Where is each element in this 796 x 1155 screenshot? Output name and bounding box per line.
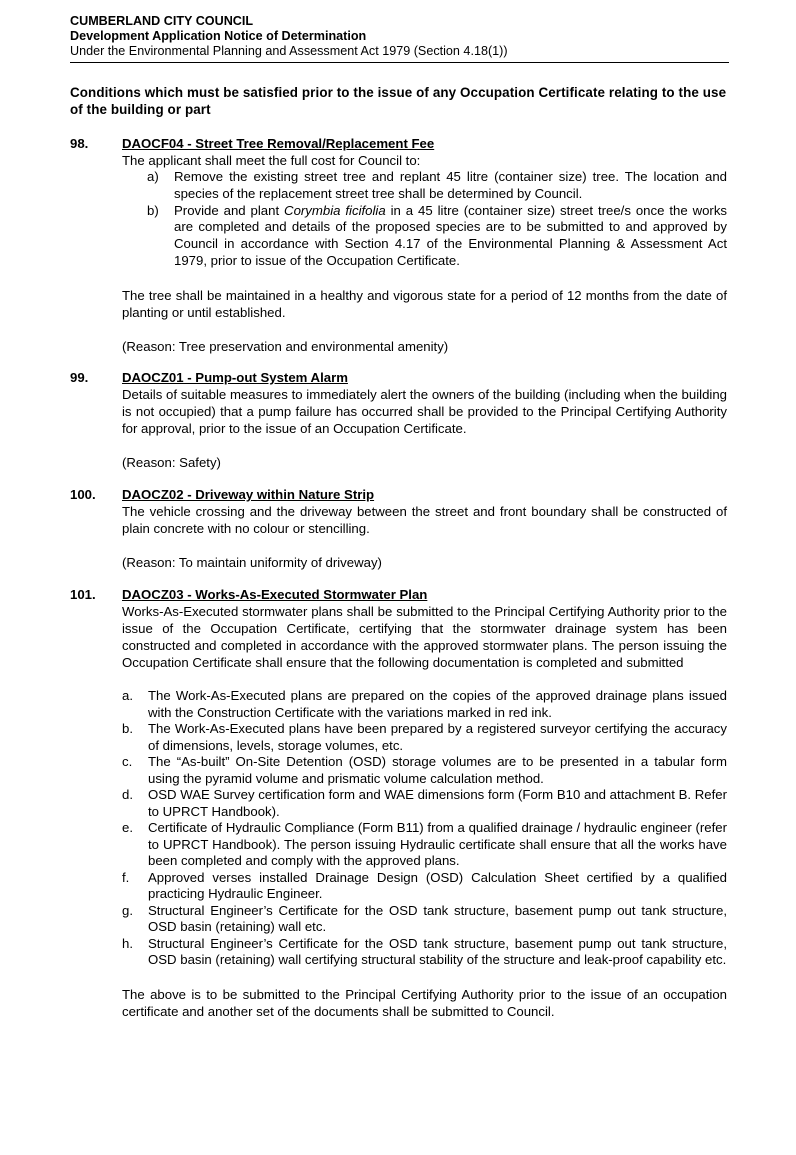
list-marker: d. [122,787,133,802]
list-text [174,203,727,270]
council-name: CUMBERLAND CITY COUNCIL [70,14,254,28]
list-item [122,203,727,270]
condition-paragraph: Works-As-Executed stormwater plans shall be submitted to the Principal Certifying Authority prior to the issue of the Occupation Certificate, certifying that the stormwater drainage system has been constructed and completed in accordance with the approved stormwater plans. The person issuing the Occupation Certificate shall ensure that the following documentation is completed and submitted [122,604,727,670]
condition-title: DAOCZ01 - Pump-out System Alarm [122,370,348,385]
list-marker: a) [147,169,159,184]
list-item [122,870,727,903]
list-text-part: Provide and plant [174,202,285,218]
condition-closing: The above is to be submitted to the Principal Certifying Authority prior to the issue of an occupation certificate and another set of the documents shall be submitted to Council. [122,986,727,1019]
list-text: Remove the existing street tree and replant 45 litre (container size) tree. The location and species of the replacement street tree shall be determined by Council. [174,169,727,201]
list-marker: a. [122,688,133,703]
list-marker: c. [122,754,133,769]
list-item [122,903,727,936]
condition-number: 99. [70,370,89,385]
list-item [122,688,727,721]
list-text: The “As-built” On-Site Detention (OSD) storage volumes are to be presented in a tabular form using the pyramid volume and prismatic volume calculation method. [148,754,727,786]
condition-paragraph: The vehicle crossing and the driveway between the street and front boundary shall be constructed of plain concrete with no colour or stencilling. [122,504,727,536]
condition-number: 101. [70,587,96,602]
list-marker: e. [122,820,133,835]
act-reference: Under the Environmental Planning and Assessment Act 1979 (Section 4.18(1)) [70,44,508,58]
list-item [122,787,727,820]
condition-reason: (Reason: Tree preservation and environmental amenity) [122,338,449,354]
list-text: Approved verses installed Drainage Design (OSD) Calculation Sheet certified by a qualified practicing Hydraulic Engineer. [148,869,727,901]
list-text: Structural Engineer’s Certificate for the OSD tank structure, basement pump out tank structure, OSD basin (retaining) wall etc. [148,902,727,934]
list-item [122,754,727,787]
condition-reason: (Reason: To maintain uniformity of driveway) [122,555,382,570]
condition-list [122,169,727,270]
section-heading: Conditions which must be satisfied prior to the issue of any Occupation Certificate relating to the use of the building or part [70,85,727,117]
list-text: The Work-As-Executed plans have been prepared by a registered surveyor certifying the accuracy of dimensions, levels, storage volumes, etc. [148,721,727,753]
header-divider [70,62,729,63]
condition-paragraph: The tree shall be maintained in a healthy and vigorous state for a period of 12 months from the date of planting or until established. [122,287,727,320]
species-name: Corymbia ficifolia [284,202,386,218]
condition-paragraph: Details of suitable measures to immediately alert the owners of the building (including when the building is not occupied) that a pump failure has occurred shall be provided to the Principal Certifying Authority for approval, prior to the issue of an Occupation Certificate. [122,387,727,436]
condition-number: 98. [70,136,89,151]
list-text: Certificate of Hydraulic Compliance (Form B11) from a qualified drainage / hydraulic engineer (refer to UPRCT Handbook). The person issuing Hydraulic certificate shall ensure that all the works have been completed and comply with the approved plans. [148,820,727,868]
documentation-list [122,688,727,969]
condition-number: 100. [70,487,96,502]
list-marker: f. [122,869,130,885]
list-text: The Work-As-Executed plans are prepared on the copies of the approved drainage plans issued with the Construction Certificate with the variations marked in red ink. [148,688,727,720]
list-marker: b) [147,202,159,218]
condition-intro: The applicant shall meet the full cost for Council to: [122,153,421,168]
condition-title: DAOCF04 - Street Tree Removal/Replacement Fee [122,136,435,151]
page-header [70,14,729,59]
list-item [122,936,727,969]
list-marker: b. [122,721,133,736]
list-marker: h. [122,935,133,951]
list-text: Structural Engineer’s Certificate for the OSD tank structure, basement pump out tank structure, OSD basin (retaining) wall certifying structural stability of the structure and leak-proof capability etc. [148,935,727,967]
condition-title: DAOCZ03 - Works-As-Executed Stormwater Plan [122,587,428,602]
list-text-part: in a 45 litre (container size) street tree/s once the works are completed and details of the proposed species are to be submitted to and approved by Council in accordance with Section 4.17 of the Environmental Planning & Assessment Act 1979, prior to issue of the Occupation Certificate. [174,202,728,268]
notice-title: Development Application Notice of Determination [70,29,367,43]
condition-title: DAOCZ02 - Driveway within Nature Strip [122,487,375,502]
list-item [122,721,727,754]
condition-reason: (Reason: Safety) [122,455,221,470]
list-marker: g. [122,902,133,918]
list-text: OSD WAE Survey certification form and WAE dimensions form (Form B10 and attachment B. Refer to UPRCT Handbook). [148,787,727,819]
list-item [122,169,727,203]
list-item [122,820,727,870]
